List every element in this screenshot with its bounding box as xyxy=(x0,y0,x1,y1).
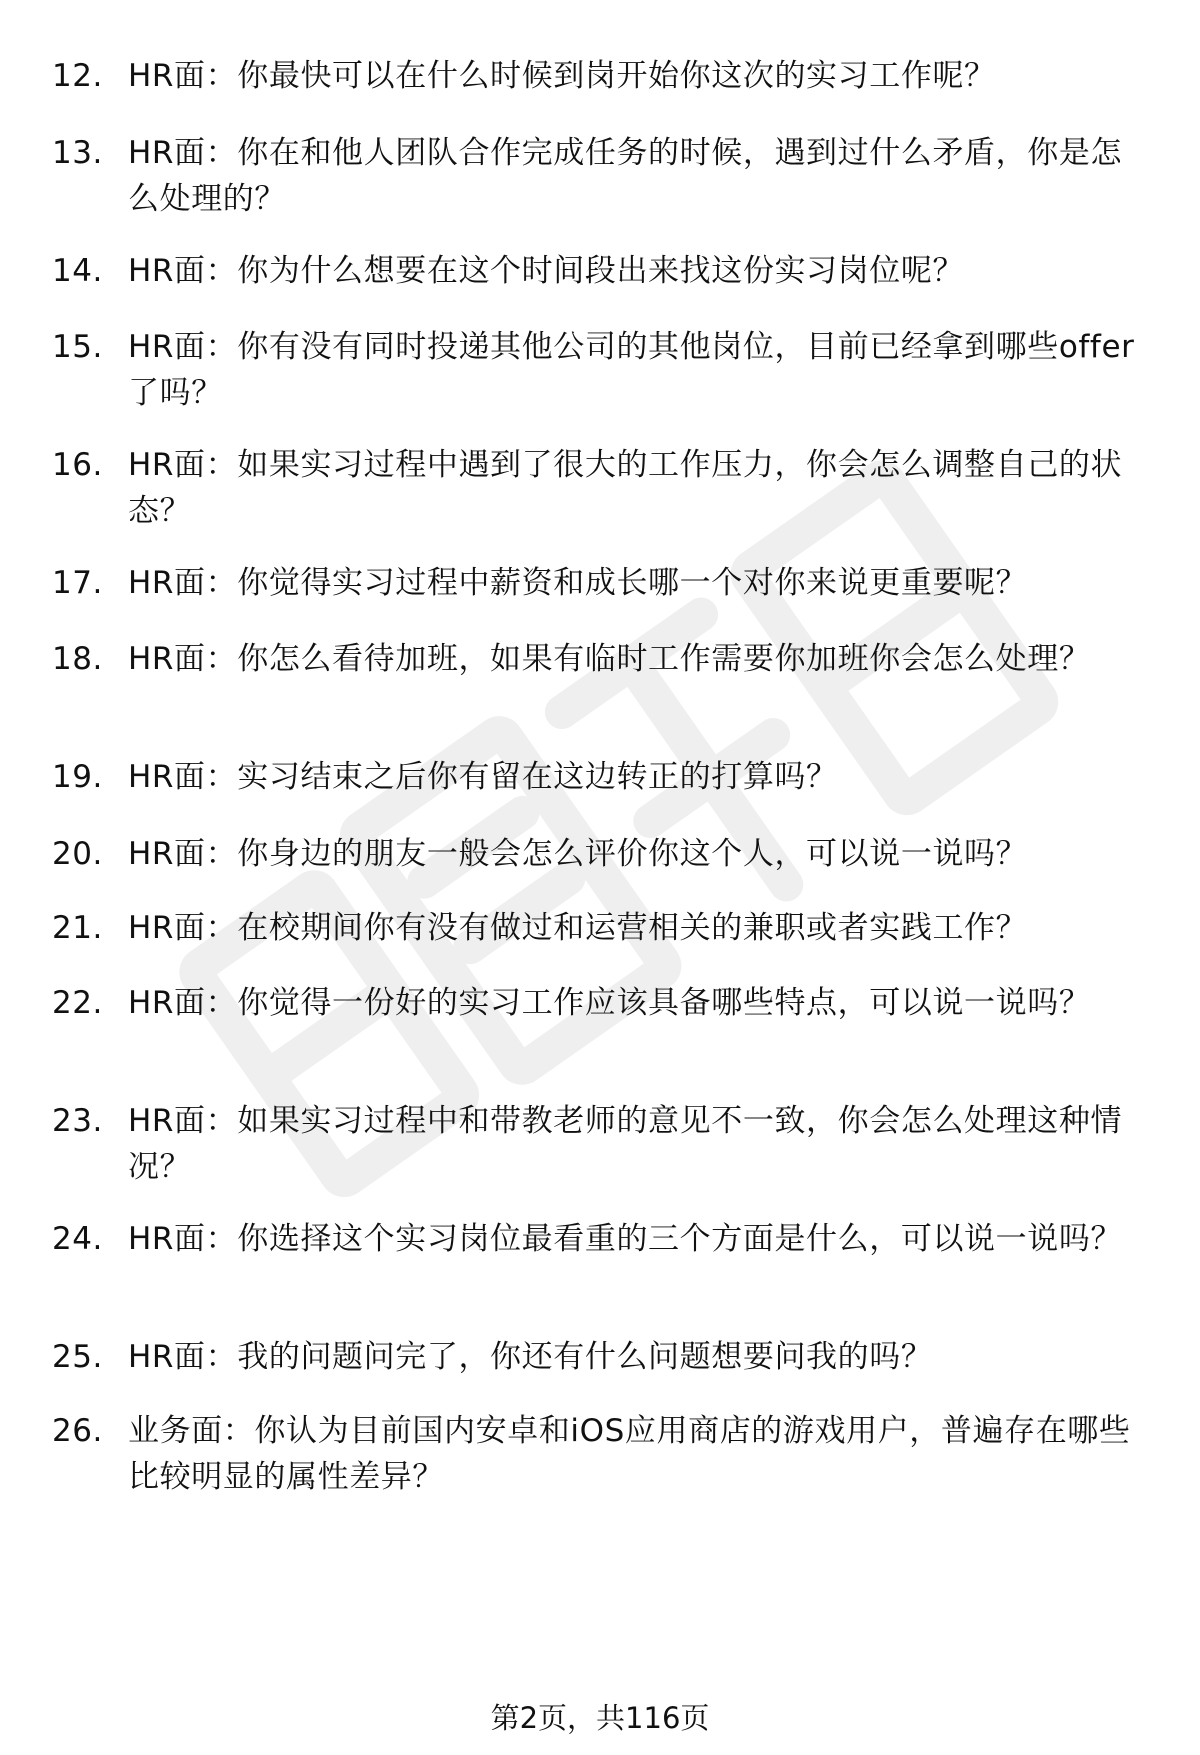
question-text: HR面：实习结束之后你有留在这边转正的打算吗？ xyxy=(128,759,838,795)
question-text: HR面：你怎么看待加班，如果有临时工作需要你加班你会怎么处理？ xyxy=(128,641,1091,677)
question-text: HR面：如果实习过程中和带教老师的意见不一致，你会怎么处理这种情况？ xyxy=(128,1103,1123,1185)
question-number: 15. xyxy=(52,329,103,365)
question-text: HR面：你身边的朋友一般会怎么评价你这个人，可以说一说吗？ xyxy=(128,836,1028,872)
question-number: 24. xyxy=(52,1221,103,1257)
question-text: HR面：你觉得实习过程中薪资和成长哪一个对你来说更重要呢？ xyxy=(128,565,1028,601)
question-number: 23. xyxy=(52,1103,103,1139)
question-number: 25. xyxy=(52,1339,103,1375)
page-footer xyxy=(0,1698,1200,1738)
question-number: 12. xyxy=(52,58,103,94)
question-text: HR面：如果实习过程中遇到了很大的工作压力，你会怎么调整自己的状态？ xyxy=(128,447,1123,529)
question-text: HR面：你选择这个实习岗位最看重的三个方面是什么，可以说一说吗？ xyxy=(128,1221,1123,1257)
question-number: 16. xyxy=(52,447,103,483)
question-text: HR面：我的问题问完了，你还有什么问题想要问我的吗？ xyxy=(128,1339,933,1375)
question-text: HR面：你在和他人团队合作完成任务的时候，遇到过什么矛盾，你是怎么处理的？ xyxy=(128,135,1123,217)
question-number: 18. xyxy=(52,641,103,677)
question-number: 14. xyxy=(52,253,103,289)
question-number: 17. xyxy=(52,565,103,601)
question-text: HR面：你觉得一份好的实习工作应该具备哪些特点，可以说一说吗？ xyxy=(128,985,1091,1021)
question-number: 21. xyxy=(52,910,103,946)
question-number: 19. xyxy=(52,759,103,795)
question-number: 22. xyxy=(52,985,103,1021)
question-text: HR面：你有没有同时投递其他公司的其他岗位，目前已经拿到哪些offer了吗？ xyxy=(128,329,1135,411)
question-number: 26. xyxy=(52,1413,103,1449)
page-number: 第2页，共116页 xyxy=(490,1701,710,1735)
question-text: HR面：你最快可以在什么时候到岗开始你这次的实习工作呢？ xyxy=(128,58,996,94)
question-text: HR面：在校期间你有没有做过和运营相关的兼职或者实践工作？ xyxy=(128,910,1028,946)
question-number: 13. xyxy=(52,135,103,171)
question-text: HR面：你为什么想要在这个时间段出来找这份实习岗位呢？ xyxy=(128,253,965,289)
question-text: 业务面：你认为目前国内安卓和iOS应用商店的游戏用户，普遍存在哪些比较明显的属性差异？ xyxy=(128,1413,1131,1495)
question-number: 20. xyxy=(52,836,103,872)
